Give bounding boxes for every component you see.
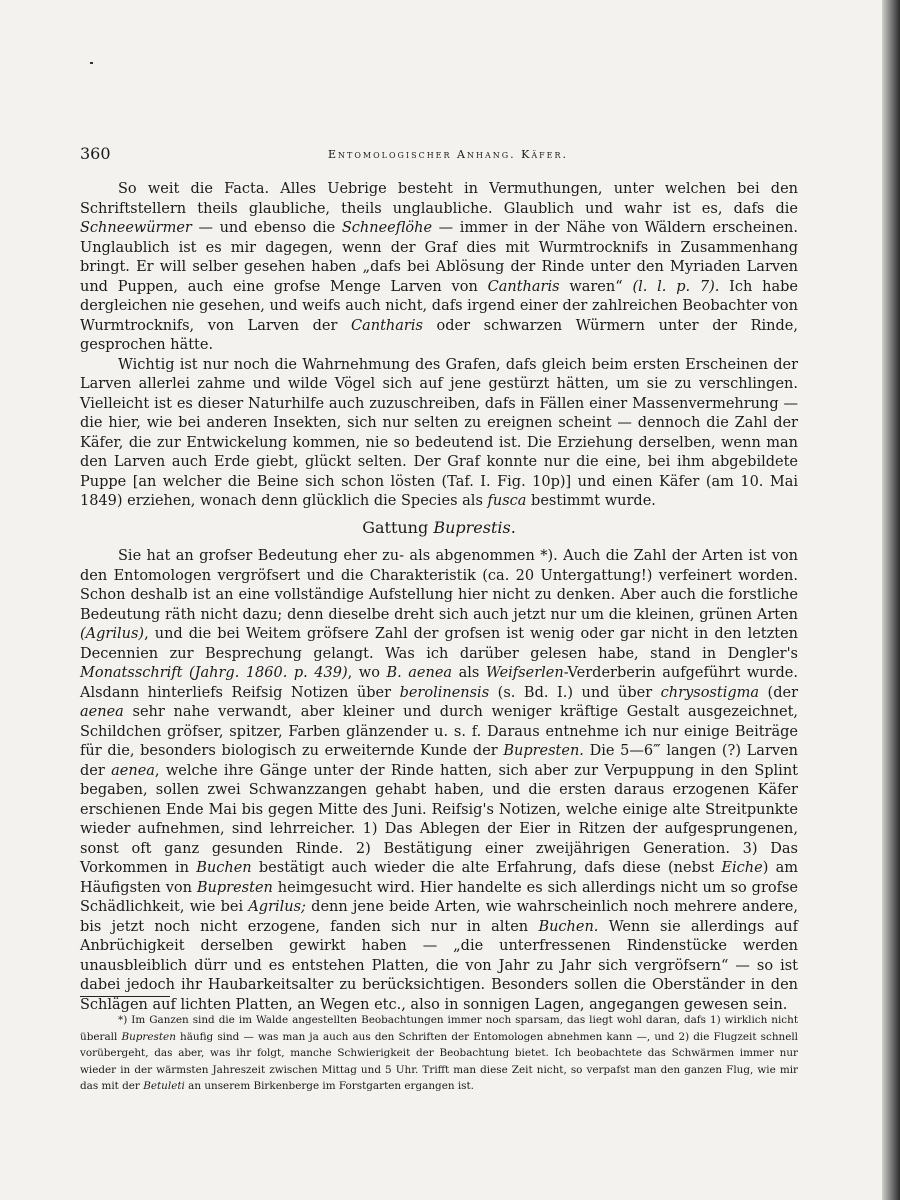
text-run: *) Im Ganzen sind die im Walde angestellten Beobachtungen immer noch sparsam, das liegt wohl daran, dafs 1) wirklich nicht überall (80, 1014, 798, 1043)
italic-run: Bupresten (196, 879, 273, 896)
italic-run: Eiche (721, 860, 763, 876)
text-run: Ich habe dergleichen nie gesehen, und weifs auch nicht, dafs irgend einer der zahlreichen Beobachter von Wurmtrocknifs, von Larven der (80, 278, 798, 334)
italic-run: (Agrilus) (80, 626, 145, 642)
text-run: , wo (347, 665, 387, 681)
italic-run: chrysostigma (660, 684, 760, 701)
italic-run: Schneewürmer (80, 220, 192, 236)
italic-run: Betuleti (143, 1080, 185, 1092)
text-run: häufig sind — was man ja auch aus den Schriften der Entomologen abnehmen kann —, und 2) die Flugzeit schnell vorübergeht, das aber, was ihr folgt, manche Schwierigkeit der Beobachtung bietet. Ich beobachtete das Schwärmen immer nur wieder in der wärmsten Jahreszeit zwischen Mittag und 5 Uhr. Trifft man diese Zeit nicht, so verpafst man den ganzen Flug, wie mir das mit der (80, 1030, 798, 1092)
text-run: (der (759, 684, 798, 701)
section-text-2 (80, 547, 798, 1015)
italic-run: fusca (487, 493, 527, 509)
italic-run: Weifserlen (485, 665, 564, 681)
page-edge-shadow (882, 0, 900, 1200)
section-text-1 (80, 180, 798, 512)
running-head: Entomologischer Anhang. Käfer. (328, 148, 569, 161)
italic-run: Monatsschrift (Jahrg. 1860. p. 439) (80, 665, 348, 681)
text-run: (s. Bd. I.) und über (489, 684, 661, 701)
text-run: So weit die Facta. Alles Uebrige besteht in Vermuthungen, unter welchen bei den Schriftstellern theils glaubliche, theils unglaubliche. Glaublich und wahr ist es, dafs die (80, 181, 798, 217)
italic-run: berolinensis (399, 684, 490, 701)
text-run: ) am Häufigsten von (80, 860, 799, 896)
italic-run: Cantharis (351, 317, 423, 334)
text-run: Sie hat an grofser Bedeutung eher zu- als abgenommen *). Auch die Zahl der Arten ist von den Entomologen vergröfsert und die Charakteristik (ca. 20 Untergattung!) verfeinert worden. Schon deshalb ist an eine vollständige Aufstellung hier nicht zu denken. Aber auch die forstliche Bedeutung räth nicht dazu; denn dieselbe dreht sich auch jetzt nur um die kleinen, grünen Arten (80, 548, 798, 623)
italic-run: aenea (111, 762, 155, 779)
heading-prefix: Gattung (362, 518, 434, 537)
italic-run: (l. l. p. 7). (632, 278, 720, 295)
paragraph (80, 180, 798, 356)
text-run: sehr nahe verwandt, aber kleiner und durch weniger kräftige Gestalt ausgezeichnet, Schildchen gröfser, spitzer, Farben glänzender u. s. f. Daraus entnehme ich nur einige Beiträge für die, besonders biologisch zu erweiternde Kunde der (80, 704, 798, 759)
italic-run: B. aenea (386, 665, 453, 681)
footnote (80, 1012, 798, 1095)
text-run: Die 5—6‴ langen (?) Larven der (80, 743, 798, 779)
scan-speck (90, 62, 93, 64)
page-header (80, 144, 800, 164)
footnote-text (80, 1012, 798, 1095)
italic-run: Buchen (196, 860, 252, 876)
paragraph (80, 547, 798, 1015)
italic-run: Schneeflöhe (341, 220, 433, 236)
text-run: Wichtig ist nur noch die Wahrnehmung des Grafen, dafs gleich beim ersten Erscheinen der Larven allerlei zahme und wilde Vögel sich auf jene gestürzt hätten, um sie zu verschlingen. Vielleicht ist es dieser Naturhilfe auch zuzuschreiben, dafs in Fällen einer Massenvermehrung — die hier, wie bei anderen Insekten, sich nur selten zu ereignen scheint — dennoch die Zahl der Käfer, die zur Entwickelung kommen, nie so bedeutend ist. Die Erziehung derselben, wenn man den Larven auch Erde giebt, glückt selten. Der Graf konnte nur die eine, bei ihm abgebildete Puppe [an welcher die Beine sich schon lösten (Taf. I. Fig. 10p)] und einen Käfer (am 10. Mai 1849) erziehen, wonach denn glücklich die Species als (80, 356, 798, 509)
text-run: oder schwarzen Würmern unter der Rinde, gesprochen hätte. (80, 317, 798, 353)
text-run: heimgesucht wird. Hier handelte es sich allerdings nicht um so grofse Schädlichkeit, wie bei (80, 879, 798, 915)
italic-run: Agrilus; (248, 899, 306, 915)
text-run: an unserem Birkenberge im Forstgarten ergangen ist. (184, 1080, 474, 1092)
italic-run: Buchen. (538, 918, 599, 935)
heading-genus: Buprestis. (433, 518, 516, 537)
text-run: waren“ (559, 278, 633, 295)
text-run: — immer in der Nähe von Wäldern erscheinen. Unglaublich ist es mir dagegen, wenn der Graf dies mit Wurmtrocknifs in Zusammenhang bringt. Er will selber gesehen haben „dafs bei Ablösung der Rinde unter den Myriaden Larven und Puppen, auch eine grofse Menge Larven von (80, 220, 798, 295)
text-run: Wenn sie allerdings auf Anbrüchigkeit derselben gewirkt haben — „die unterfressenen Rindenstücke werden unausbleiblich dürr und es entstehen Platten, die von Jahr zu Jahr sich vergröfsern“ — so ist dabei jedoch ihr Haubarkeitsalter zu berücksichtigen. Besonders sollen die Oberständer in den Schlägen auf lichten Platten, an Wegen etc., also in sonnigen Lagen, angegangen gewesen sein. (80, 918, 798, 1013)
italic-run: Bupresten. (503, 743, 584, 759)
section-heading (80, 518, 798, 537)
text-run: -Verderberin aufgeführt wurde. Alsdann hinterliefs Reifsig Notizen über (80, 665, 798, 701)
text-run: , welche ihre Gänge unter der Rinde hatten, sich aber zur Verpuppung in den Splint begaben, sollen zwei Schwanzzangen gehabt haben, und die ersten daraus erzogenen Käfer erschienen Ende Mai bis gegen Mitte des Juni. Reifsig's Notizen, welche einige alte Streitpunkte wieder aufnehmen, sind lehrreicher. 1) Das Ablegen der Eier in Ritzen der aufgesprungenen, sonst oft ganz gesunden Rinde. 2) Bestätigung einer zweijährigen Generation. 3) Das Vorkommen in (80, 762, 798, 876)
page-number: 360 (80, 144, 111, 163)
text-run: bestätigt auch wieder die alte Erfahrung, dafs diese (nebst (251, 860, 722, 876)
italic-run: Cantharis (487, 278, 560, 295)
italic-run: aenea (80, 704, 124, 720)
footnote-rule (80, 996, 170, 997)
italic-run: Bupresten (121, 1030, 176, 1043)
text-run: , und die bei Weitem gröfsere Zahl der grofsen ist wenig oder gar nicht in den letzten Decennien zur Besprechung gelangt. Was ich darüber gelesen habe, stand in Dengler's (80, 626, 798, 662)
paragraph (80, 356, 798, 512)
text-run: — und ebenso die (191, 220, 342, 236)
text-run: als (452, 665, 486, 681)
text-run: denn jene beide Arten, wie wahrscheinlich noch mehrere andere, bis jetzt noch nicht erzogene, fanden sich nur in alten (80, 899, 798, 935)
text-run: bestimmt wurde. (526, 493, 656, 509)
